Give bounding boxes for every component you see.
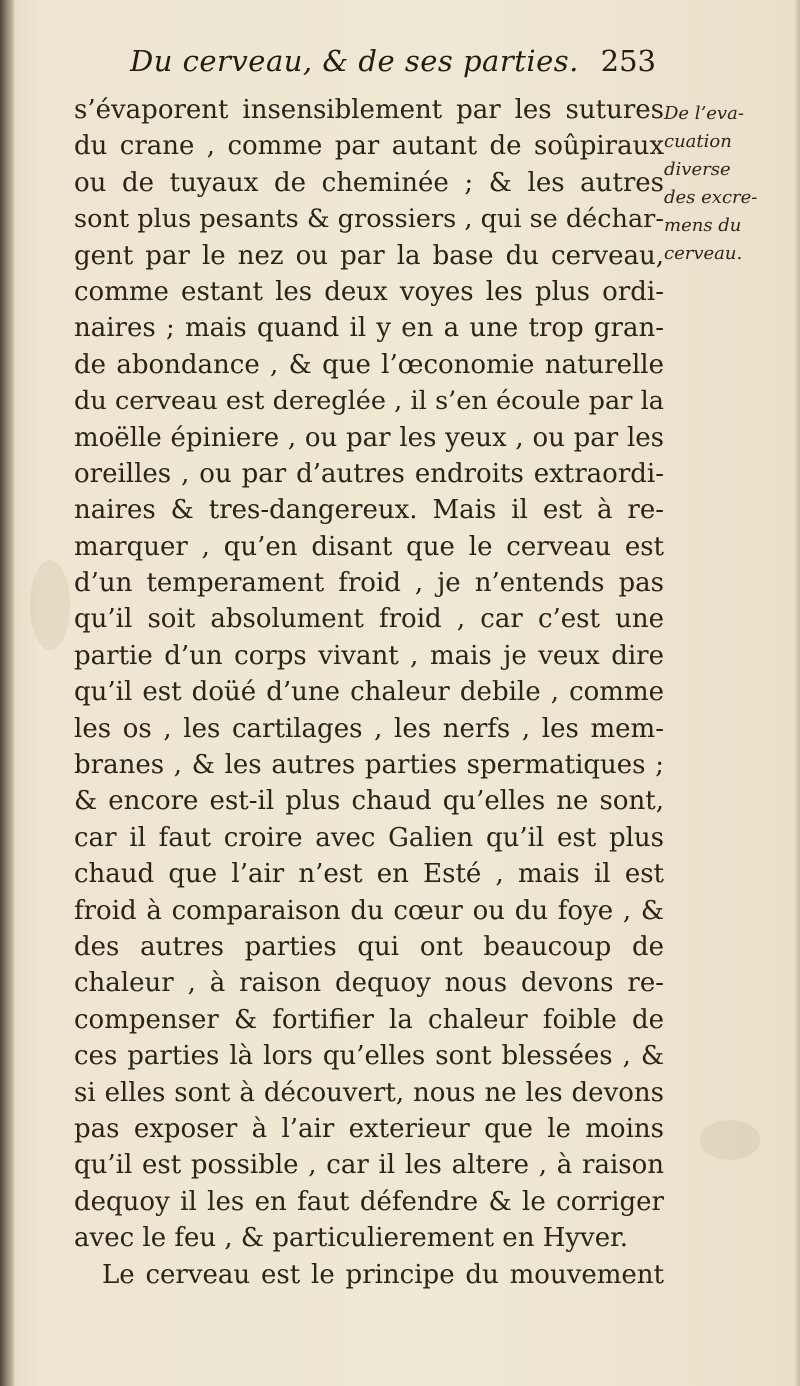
text-line: de abondance , & que l’œconomie naturelle [74,349,664,380]
text-line: comme estant les deux voyes les plus ordi- [74,276,664,307]
page-edge-shadow [794,0,800,1386]
text-line: chaud que l’air n’est en Esté , mais il est [74,859,664,890]
text-line: qu’il est possible , car il les altere , à raison [74,1150,664,1181]
book-binding-edge [0,0,14,1386]
margin-note-line: mens du [664,215,742,236]
margin-note [664,100,794,268]
text-line: car il faut croire avec Galien qu’il est plus [74,822,664,853]
margin-note-line: diverse [664,159,731,180]
text-line: partie d’un corps vivant , mais je veux dire [74,640,664,671]
text-line: du crane , comme par autant de soûpiraux [74,131,664,162]
text-line: sont plus pesants & grossiers , qui se déchar- [74,204,664,235]
text-line: du cerveau est dereglée , il s’en écoule par la [74,386,664,417]
text-line: marquer , qu’en disant que le cerveau est [74,531,664,562]
main-text [74,92,664,1293]
text-line: ces parties là lors qu’elles sont blessées , & [74,1041,664,1072]
running-title: Du cerveau, & de ses parties. [130,44,579,78]
text-line: les os , les cartilages , les nerfs , les mem- [74,713,664,744]
margin-note-line: De l’eva- [664,103,744,124]
text-line: qu’il soit absolument froid , car c’est une [74,604,664,635]
margin-note-line: cerveau. [664,243,743,264]
text-line: d’un temperament froid , je n’entends pas [74,568,664,599]
paper-stain [700,1120,760,1160]
text-line: & encore est-il plus chaud qu’elles ne sont, [74,786,664,817]
text-line: ou de tuyaux de cheminée ; & les autres [74,167,664,198]
text-line: avec le feu , & particulierement en Hyver. [74,1223,628,1254]
text-line: oreilles , ou par d’autres endroits extraordi- [74,458,664,489]
page-header [120,42,660,92]
text-line: si elles sont à découvert, nous ne les devons [74,1077,664,1108]
text-line: compenser & fortifier la chaleur foible de [74,1004,664,1035]
text-line: gent par le nez ou par la base du cerveau, [74,240,664,271]
text-line: chaleur , à raison dequoy nous devons re- [74,968,664,999]
text-line: des autres parties qui ont beaucoup de [74,931,664,962]
text-line: naires & tres-dangereux. Mais il est à re- [74,495,664,526]
text-line: qu’il est doüé d’une chaleur debile , comme [74,677,664,708]
text-line: s’évaporent insensiblement par les sutures [74,95,664,125]
text-line: moëlle épiniere , ou par les yeux , ou par les [74,422,664,453]
margin-note-line: des excre- [664,187,758,208]
page-number: 253 [600,44,656,78]
text-line: naires ; mais quand il y en a une trop gran- [74,313,664,344]
paper-stain [30,560,70,650]
margin-note-line: cuation [664,131,732,152]
text-line: branes , & les autres parties spermatiques ; [74,750,664,781]
text-line: froid à comparaison du cœur ou du foye , & [74,895,664,926]
text-line: pas exposer à l’air exterieur que le moins [74,1113,664,1144]
text-line: dequoy il les en faut défendre & le corriger [74,1186,664,1217]
text-line: Le cerveau est le principe du mouvement [102,1259,664,1290]
